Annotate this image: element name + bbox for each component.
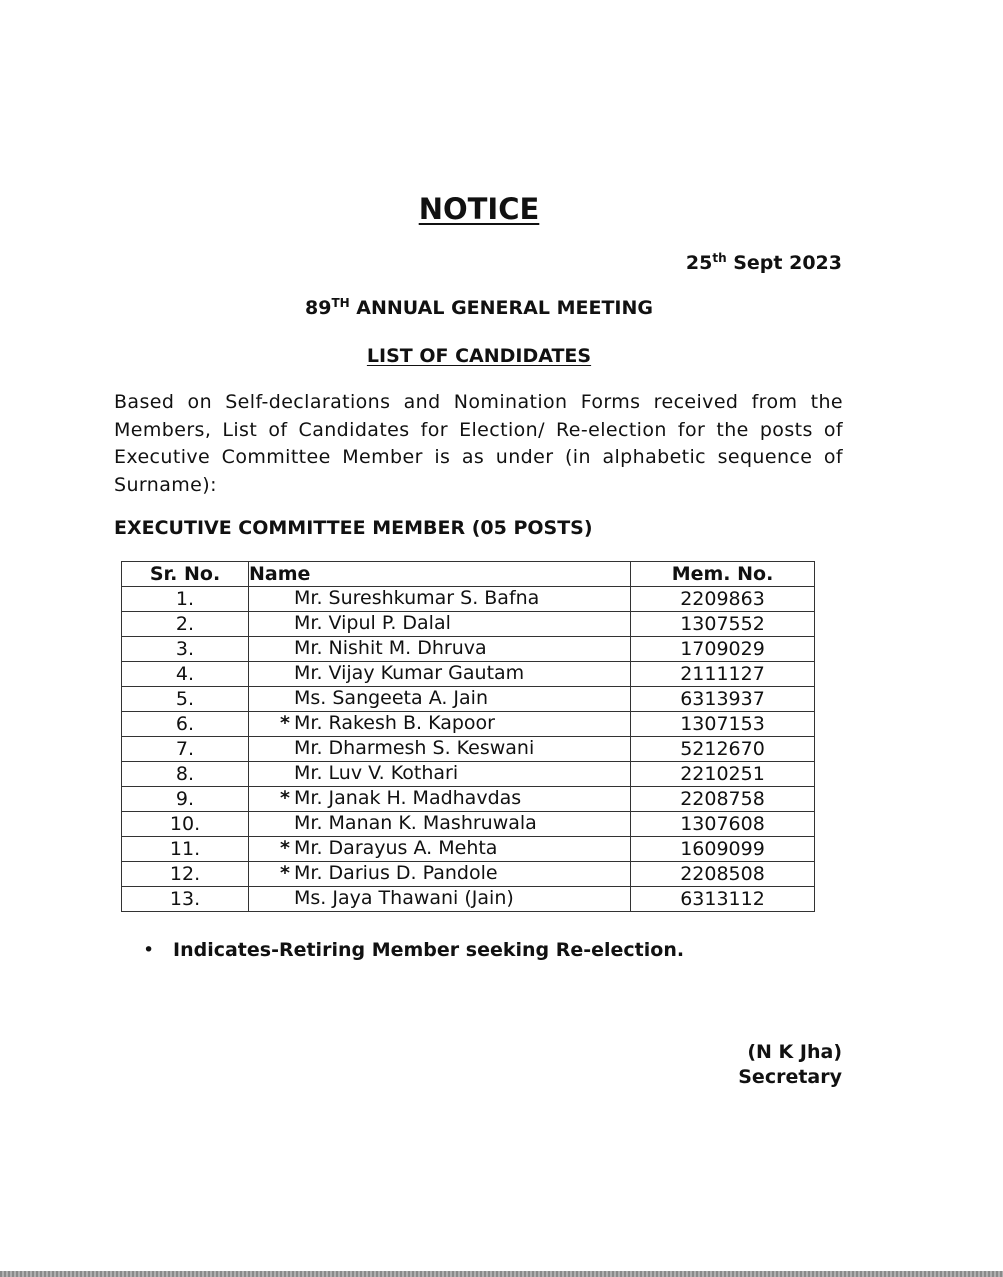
candidate-name: Mr. Dharmesh S. Keswani xyxy=(294,737,535,759)
notice-title: NOTICE xyxy=(418,192,540,226)
cell-mem-no: 5212670 xyxy=(631,737,815,762)
cell-name xyxy=(249,612,631,637)
cell-mem-no: 2210251 xyxy=(631,762,815,787)
header-sr-no: Sr. No. xyxy=(122,562,249,587)
cell-name xyxy=(249,887,631,912)
candidate-name: Mr. Darius D. Pandole xyxy=(294,862,498,884)
table-row xyxy=(122,637,815,662)
table-row xyxy=(122,887,815,912)
table-row xyxy=(122,712,815,737)
cell-sr-no: 1. xyxy=(122,587,249,612)
cell-sr-no: 3. xyxy=(122,637,249,662)
table-row xyxy=(122,837,815,862)
retiring-marker: * xyxy=(280,862,290,884)
cell-name xyxy=(249,637,631,662)
cell-sr-no: 8. xyxy=(122,762,249,787)
cell-mem-no: 1307608 xyxy=(631,812,815,837)
cell-sr-no: 5. xyxy=(122,687,249,712)
signatory-designation: Secretary xyxy=(738,1066,842,1088)
cell-mem-no: 1307552 xyxy=(631,612,815,637)
candidate-name: Mr. Vipul P. Dalal xyxy=(294,612,451,634)
table-row xyxy=(122,612,815,637)
cell-mem-no: 2111127 xyxy=(631,662,815,687)
candidate-name: Mr. Luv V. Kothari xyxy=(294,762,459,784)
cell-mem-no: 2208508 xyxy=(631,862,815,887)
cell-sr-no: 4. xyxy=(122,662,249,687)
table-header-row xyxy=(122,562,815,587)
cell-mem-no: 2208758 xyxy=(631,787,815,812)
cell-name xyxy=(249,837,631,862)
cell-sr-no: 10. xyxy=(122,812,249,837)
header-name: Name xyxy=(249,562,631,587)
table-row xyxy=(122,587,815,612)
cell-name xyxy=(249,662,631,687)
candidate-name: Mr. Rakesh B. Kapoor xyxy=(294,712,495,734)
table-row xyxy=(122,687,815,712)
bullet-icon: • xyxy=(143,939,155,961)
cell-mem-no: 6313937 xyxy=(631,687,815,712)
footnote-text: Indicates-Retiring Member seeking Re-election. xyxy=(173,939,685,961)
meeting-rest: ANNUAL GENERAL MEETING xyxy=(349,297,653,319)
cell-mem-no: 6313112 xyxy=(631,887,815,912)
candidate-name: Mr. Janak H. Madhavdas xyxy=(294,787,522,809)
cell-sr-no: 2. xyxy=(122,612,249,637)
date-rest: Sept 2023 xyxy=(726,252,842,274)
cell-sr-no: 11. xyxy=(122,837,249,862)
cell-mem-no: 1609099 xyxy=(631,837,815,862)
date-day: 25 xyxy=(685,252,713,274)
section-heading: EXECUTIVE COMMITTEE MEMBER (05 POSTS) xyxy=(114,517,593,539)
cell-sr-no: 9. xyxy=(122,787,249,812)
header-mem-no: Mem. No. xyxy=(631,562,815,587)
notice-date xyxy=(686,252,842,274)
candidates-table xyxy=(121,561,815,912)
cell-mem-no: 1307153 xyxy=(631,712,815,737)
table-row xyxy=(122,737,815,762)
cell-sr-no: 12. xyxy=(122,862,249,887)
cell-sr-no: 7. xyxy=(122,737,249,762)
table-row xyxy=(122,812,815,837)
table-row xyxy=(122,662,815,687)
cell-sr-no: 6. xyxy=(122,712,249,737)
table-row xyxy=(122,762,815,787)
date-suffix: th xyxy=(712,251,727,265)
footnote xyxy=(143,939,684,961)
candidate-name: Ms. Jaya Thawani (Jain) xyxy=(294,887,514,909)
candidate-name: Mr. Nishit M. Dhruva xyxy=(294,637,487,659)
candidate-name: Ms. Sangeeta A. Jain xyxy=(294,687,488,709)
meeting-heading xyxy=(0,297,958,319)
candidate-name: Mr. Vijay Kumar Gautam xyxy=(294,662,525,684)
retiring-marker: * xyxy=(280,787,290,809)
signature-block xyxy=(738,1040,842,1090)
meeting-number: 89 xyxy=(305,297,332,319)
intro-paragraph: Based on Self-declarations and Nomination Forms received from the Members, List of Candidates for Election/ Re-election for the posts of Executive Committee Member is as under (in alphabetic sequence of Surname): xyxy=(114,391,843,497)
meeting-suffix: TH xyxy=(331,296,350,310)
table-row xyxy=(122,862,815,887)
candidate-name: Mr. Darayus A. Mehta xyxy=(294,837,498,859)
retiring-marker: * xyxy=(280,712,290,734)
cell-mem-no: 2209863 xyxy=(631,587,815,612)
candidate-name: Mr. Manan K. Mashruwala xyxy=(294,812,537,834)
cell-name xyxy=(249,587,631,612)
cell-name xyxy=(249,862,631,887)
page-edge xyxy=(0,1271,1003,1277)
cell-name xyxy=(249,687,631,712)
table-row xyxy=(122,787,815,812)
cell-name xyxy=(249,812,631,837)
list-subtitle: LIST OF CANDIDATES xyxy=(366,345,592,367)
cell-sr-no: 13. xyxy=(122,887,249,912)
cell-name xyxy=(249,787,631,812)
candidate-name: Mr. Sureshkumar S. Bafna xyxy=(294,587,540,609)
cell-mem-no: 1709029 xyxy=(631,637,815,662)
cell-name xyxy=(249,737,631,762)
cell-name xyxy=(249,762,631,787)
cell-name xyxy=(249,712,631,737)
retiring-marker: * xyxy=(280,837,290,859)
signatory-name: (N K Jha) xyxy=(747,1041,842,1063)
